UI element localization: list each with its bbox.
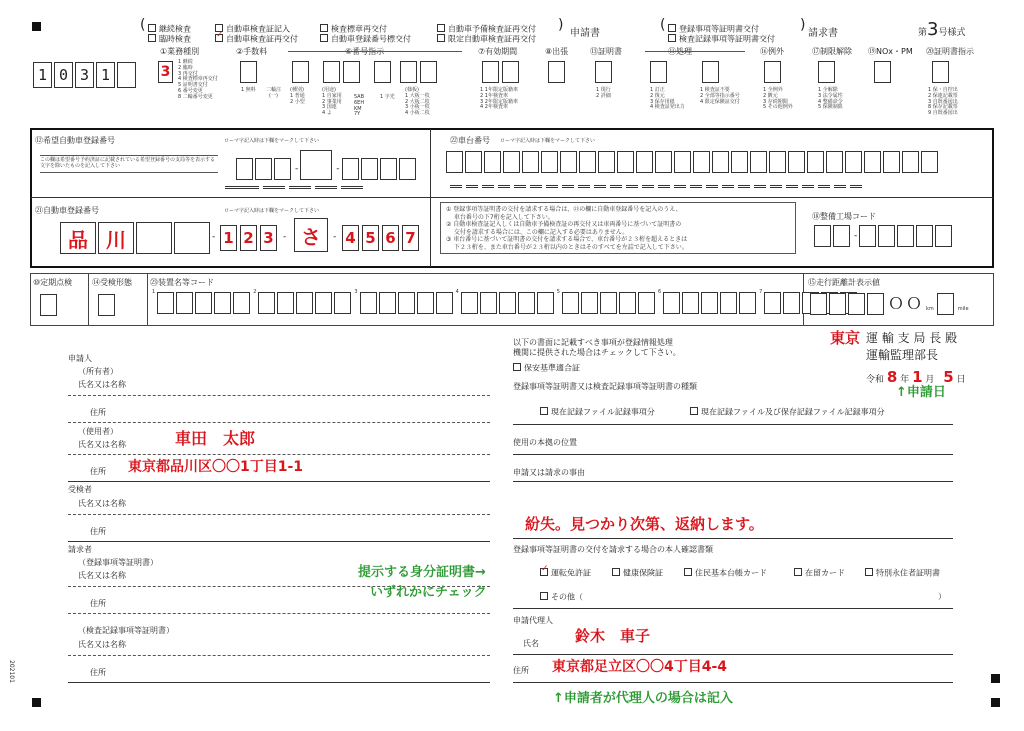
option-cert-entry[interactable]: 自動車検査証記入 xyxy=(215,25,290,34)
id-other[interactable]: その他（ xyxy=(540,593,583,602)
registration-mark-right-1 xyxy=(991,674,1000,683)
option-continuous[interactable]: 継続検査 xyxy=(148,25,191,34)
form-code: 1 0 3 1 xyxy=(33,62,138,88)
option-limited-reissue[interactable]: 限定自動車検査証再交付 xyxy=(437,35,536,44)
nox-box[interactable] xyxy=(874,61,891,83)
option-insp-cert[interactable]: 検査記録事項等証明書交付 xyxy=(668,35,775,44)
annotation-agent-hint: ↑申請者が代理人の場合は記入 xyxy=(553,691,733,706)
kind-value[interactable]: 3 xyxy=(158,61,173,83)
cert-inst-box[interactable] xyxy=(932,61,949,83)
periodic-box[interactable] xyxy=(40,294,57,316)
id-drivers-license[interactable]: ✓運転免許証 xyxy=(540,569,591,578)
id-special-permanent[interactable]: 特別永住者証明書 xyxy=(865,569,940,578)
option-temporary[interactable]: 臨時検査 xyxy=(148,35,191,44)
id-health-insurance[interactable]: 健康保険証 xyxy=(612,569,663,578)
annotation-app-date: ↑申請日 xyxy=(896,385,946,400)
option-prelim-reissue[interactable]: 自動車予備検査証再交付 xyxy=(437,25,536,34)
request-label: 請求書 xyxy=(808,28,838,39)
application-label: 申請書 xyxy=(570,28,600,39)
id-residence-card[interactable]: 在留カード xyxy=(794,569,845,578)
option-cert-reissue[interactable]: ✓自動車検査証再交付 xyxy=(215,35,298,44)
annotation-id-hint-2: いずれかにチェック xyxy=(370,585,487,600)
agent-address[interactable]: 東京都足立区〇〇4丁目4-4 xyxy=(552,659,728,675)
option-plate-issue[interactable]: 自動車登録番号標交付 xyxy=(320,35,411,44)
period-box-2[interactable] xyxy=(502,61,519,83)
id-resident-card[interactable]: 住民基本台帳カード xyxy=(684,569,767,578)
option-sticker-reissue[interactable]: 検査標章再交付 xyxy=(320,25,387,34)
period-box[interactable] xyxy=(482,61,499,83)
restrict-box[interactable] xyxy=(818,61,835,83)
registration-mark-right-2 xyxy=(991,698,1000,707)
fee-box[interactable] xyxy=(240,61,257,83)
trip-box[interactable] xyxy=(548,61,565,83)
wish-number-boxes[interactable]: - - xyxy=(236,150,418,180)
device-code-boxes[interactable]: 1 2 3 4 5 6 7 xyxy=(152,290,859,314)
agent-name[interactable]: 鈴木 車子 xyxy=(575,627,651,645)
registration-mark-left-bottom xyxy=(32,698,41,707)
annotation-id-hint: 提示する身分証明書→ xyxy=(358,565,486,580)
process-box-2[interactable] xyxy=(702,61,719,83)
number-plate-box-2[interactable] xyxy=(420,61,437,83)
notes-box: ① 登録事項等証明書の交付を請求する場合は、㉑の欄に自動車登録番号を記入のうえ、 車台番号の下7桁を記入して下さい。 ② 自動車検査証記入しくは自動車予備検査証の再交付又は車両番号に基づいて証明書の 交付を請求する場合には、この欄に記入する必要はありません。 ③ 車台番号に基づいて証明書の交付を請求する場合で、車台番号が２３桁を超えるときは 下２３桁を、また車台番号が２３桁以内のときはそのすべてを左詰で記入して下さい。 xyxy=(440,202,796,254)
exam-box[interactable] xyxy=(98,294,115,316)
number-light-box[interactable] xyxy=(374,61,391,83)
odometer-boxes[interactable]: ＯＯ km mile xyxy=(810,291,969,315)
registration-mark-top-left xyxy=(32,22,41,31)
cert-box[interactable] xyxy=(595,61,612,83)
application-date: 令和 8 年 1 月 5 日 xyxy=(866,368,966,386)
number-use-box-2[interactable] xyxy=(343,61,360,83)
user-name[interactable]: 車田 太郎 xyxy=(175,429,256,448)
number-plate-box[interactable] xyxy=(400,61,417,83)
cert-type-all[interactable]: 現在記録ファイル及び保存記録ファイル記録事項分 xyxy=(690,408,885,417)
number-use-box[interactable] xyxy=(323,61,340,83)
security-check[interactable]: 保安基準適合証 xyxy=(513,364,580,373)
addressee-city[interactable]: 東京 xyxy=(830,329,861,347)
number-type-box[interactable] xyxy=(292,61,309,83)
process-box[interactable] xyxy=(650,61,667,83)
exception-box[interactable] xyxy=(764,61,781,83)
reason-value[interactable]: 紛失。見つかり次第、返納します。 xyxy=(525,515,764,533)
form-number: 第3号様式 xyxy=(918,19,966,40)
maint-code-boxes[interactable]: - xyxy=(814,225,954,247)
chassis-number-boxes[interactable] xyxy=(446,151,940,173)
user-address[interactable]: 東京都品川区〇〇1丁目1-1 xyxy=(128,459,304,475)
option-reg-cert[interactable]: 登録事項等証明書交付 xyxy=(668,25,759,34)
cert-type-current[interactable]: 現在記録ファイル記録事項分 xyxy=(540,408,655,417)
